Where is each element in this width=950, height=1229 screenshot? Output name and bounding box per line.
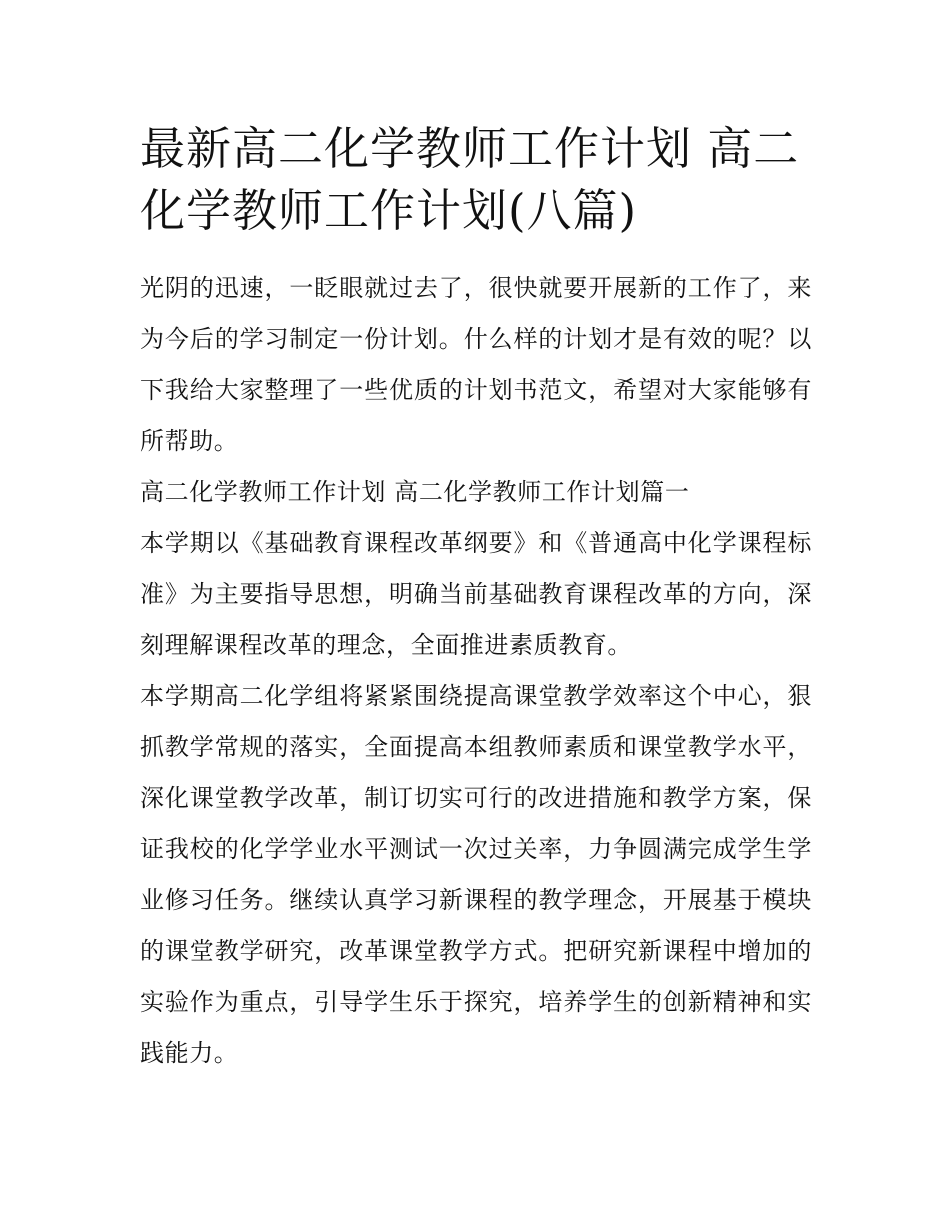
section-heading: 高二化学教师工作计划 高二化学教师工作计划篇一	[140, 478, 690, 506]
document-body	[140, 263, 812, 1079]
document-page	[140, 118, 812, 1079]
intro-paragraph: 光阴的迅速，一眨眼就过去了，很快就要开展新的工作了，来为今后的学习制定一份计划。什么样的计划才是有效的呢？以下我给大家整理了一些优质的计划书范文，希望对大家能够有所帮助。	[140, 274, 812, 455]
body-paragraph-1: 本学期以《基础教育课程改革纲要》和《普通高中化学课程标准》为主要指导思想，明确当前基础教育课程改革的方向，深刻理解课程改革的理念，全面推进素质教育。	[140, 529, 812, 659]
body-paragraph-2: 本学期高二化学组将紧紧围绕提高课堂教学效率这个中心，狠抓教学常规的落实，全面提高本组教师素质和课堂教学水平，深化课堂教学改革，制订切实可行的改进措施和教学方案，保证我校的化学学业水平测试一次过关率，力争圆满完成学生学业修习任务。继续认真学习新课程的教学理念，开展基于模块的课堂教学研究，改革课堂教学方式。把研究新课程中增加的实验作为重点，引导学生乐于探究，培养学生的创新精神和实践能力。	[140, 682, 812, 1067]
document-title: 最新高二化学教师工作计划 高二化学教师工作计划(八篇)	[140, 122, 800, 237]
